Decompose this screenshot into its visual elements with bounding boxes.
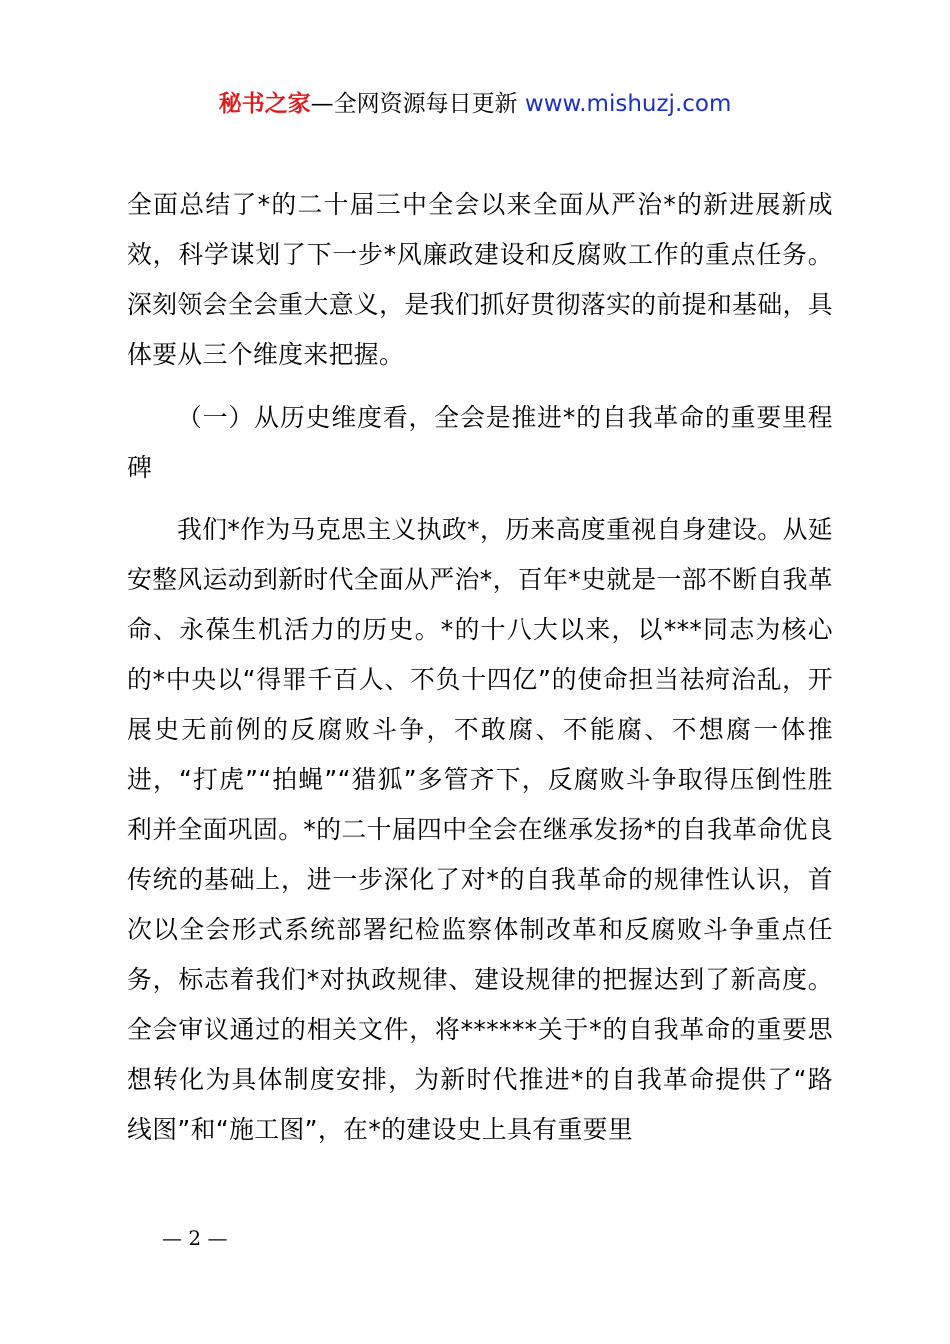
paragraph-intro: 全面总结了*的二十届三中全会以来全面从严治*的新进展新成效，科学谋划了下一步*风廉政建设和反腐败工作的重点任务。深刻领会全会重大意义，是我们抓好贯彻落实的前提和基础，具体要从三个维度来把握。 bbox=[127, 190, 833, 369]
page-number: — 2 — bbox=[162, 1226, 228, 1250]
section-heading-1: （一）从历史维度看，全会是推进*的自我革命的重要里程碑 bbox=[127, 403, 833, 482]
header-url-link[interactable]: www.mishuzj.com bbox=[524, 91, 732, 117]
page-header bbox=[0, 88, 950, 120]
document-body bbox=[127, 180, 833, 380]
header-brand: 秘书之家 bbox=[218, 91, 311, 117]
header-tagline: —全网资源每日更新 bbox=[310, 91, 525, 117]
section-body-block bbox=[127, 505, 833, 1155]
paragraph-history: 我们*作为马克思主义执政*，历来高度重视自身建设。从延安整风运动到新时代全面从严治*，百年*史就是一部不断自我革命、永葆生机活力的历史。*的十八大以来，以***同志为核心的*中央以“得罪千百人、不负十四亿”的使命担当祛疴治乱，开展史无前例的反腐败斗争，不敢腐、不能腐、不想腐一体推进，“打虎”“拍蝇”“猎狐”多管齐下，反腐败斗争取得压倒性胜利并全面巩固。*的二十届四中全会在继承发扬*的自我革命优良传统的基础上，进一步深化了对*的自我革命的规律性认识，首次以全会形式系统部署纪检监察体制改革和反腐败斗争重点任务，标志着我们*对执政规律、建设规律的把握达到了新高度。全会审议通过的相关文件，将******关于*的自我革命的重要思想转化为具体制度安排，为新时代推进*的自我革命提供了“路线图”和“施工图”，在*的建设史上具有重要里 bbox=[127, 515, 833, 1144]
section-heading-block bbox=[127, 393, 833, 493]
